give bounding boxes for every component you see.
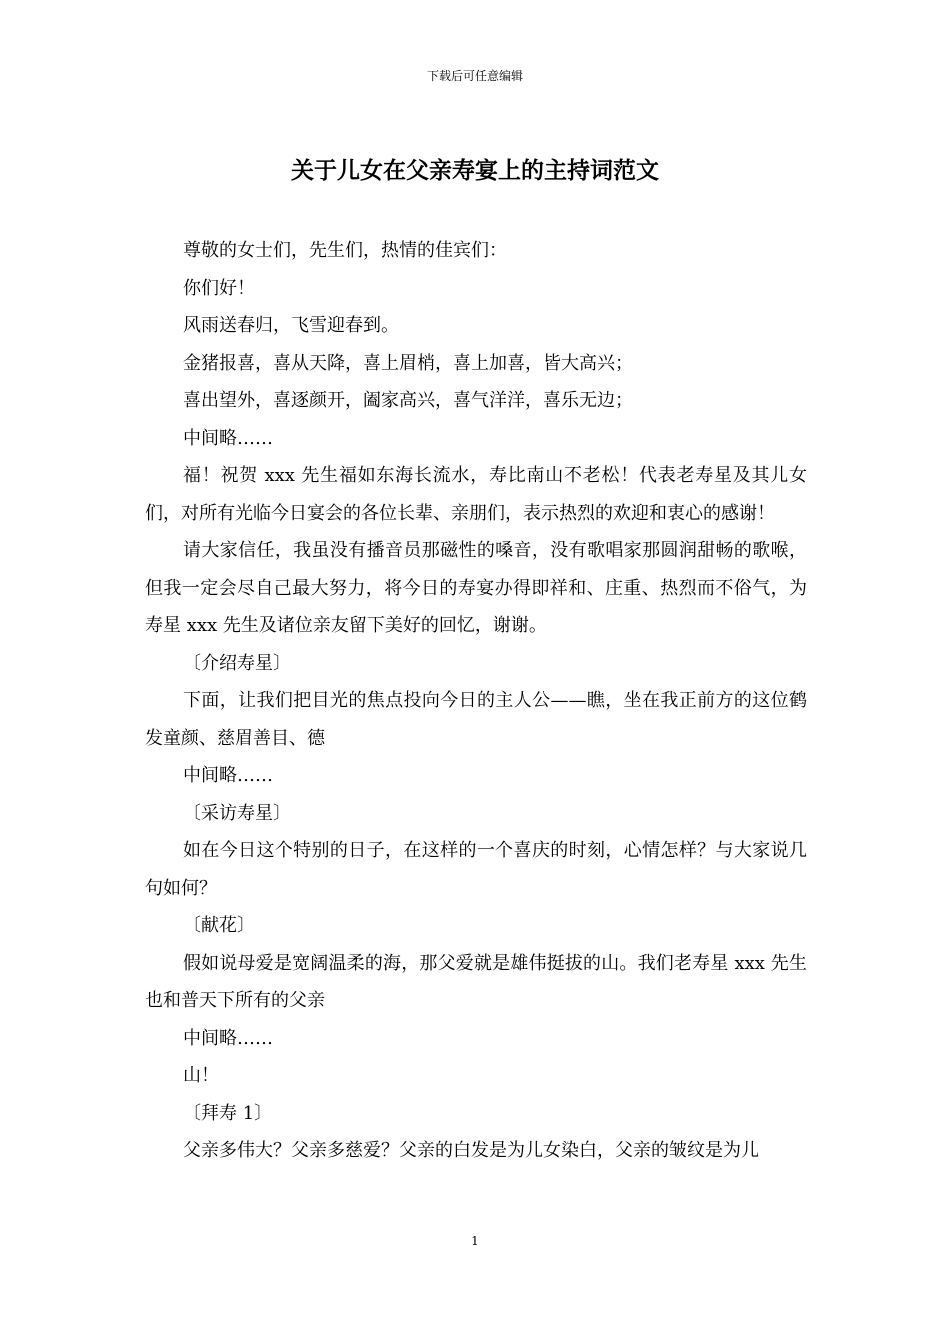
- paragraph: 中间略……: [183, 427, 273, 449]
- paragraph: 父亲多伟大？父亲多慈爱？父亲的白发是为儿女染白，父亲的皱纹是为儿: [183, 1140, 759, 1161]
- paragraph: 喜出望外，喜逐颜开，阖家高兴，喜气洋洋，喜乐无边；: [183, 390, 633, 411]
- paragraph: 中间略……: [183, 765, 273, 786]
- paragraph: 假如说母爱是宽阔温柔的海，那父爱就是雄伟挺拔的山。我们老寿星 xxx 先生也和普天下所有的父亲: [145, 952, 807, 1011]
- page-header: 下载后可任意编辑: [426, 69, 523, 83]
- paragraph: 金猪报喜，喜从天降，喜上眉梢，喜上加喜，皆大高兴；: [183, 352, 633, 374]
- document-body: [145, 232, 807, 1170]
- paragraph: 你们好！: [183, 277, 255, 299]
- paragraph: 〔拜寿 1〕: [183, 1102, 273, 1124]
- paragraph: 福！祝贺 xxx 先生福如东海长流水，寿比南山不老松！代表老寿星及其儿女们，对所有光临今日宴会的各位长辈、亲朋们，表示热烈的欢迎和衷心的感谢！: [145, 465, 807, 524]
- paragraph: 下面，让我们把目光的焦点投向今日的主人公——瞧，坐在我正前方的这位鹤发童颜、慈眉善目、德: [145, 690, 807, 749]
- paragraph: 〔介绍寿星〕: [183, 652, 291, 674]
- paragraph: 风雨送春归，飞雪迎春到。: [183, 315, 399, 336]
- paragraph: 〔采访寿星〕: [183, 802, 291, 824]
- paragraph: 〔献花〕: [183, 915, 255, 936]
- paragraph: 尊敬的女士们，先生们，热情的佳宾们：: [183, 240, 507, 261]
- paragraph: 中间略……: [183, 1027, 273, 1049]
- paragraph: 请大家信任，我虽没有播音员那磁性的嗓音，没有歌唱家那圆润甜畅的歌喉，但我一定会尽自己最大努力，将今日的寿宴办得即祥和、庄重、热烈而不俗气，为寿星 xxx 先生及诸位亲友留下美好的回忆，谢谢。: [145, 540, 807, 636]
- paragraph: 如在今日这个特别的日子，在这样的一个喜庆的时刻，心情怎样？与大家说几句如何？: [145, 840, 807, 899]
- page-number: 1: [471, 1234, 479, 1248]
- paragraph: 山！: [183, 1065, 219, 1086]
- document-title: 关于儿女在父亲寿宴上的主持词范文: [291, 157, 659, 184]
